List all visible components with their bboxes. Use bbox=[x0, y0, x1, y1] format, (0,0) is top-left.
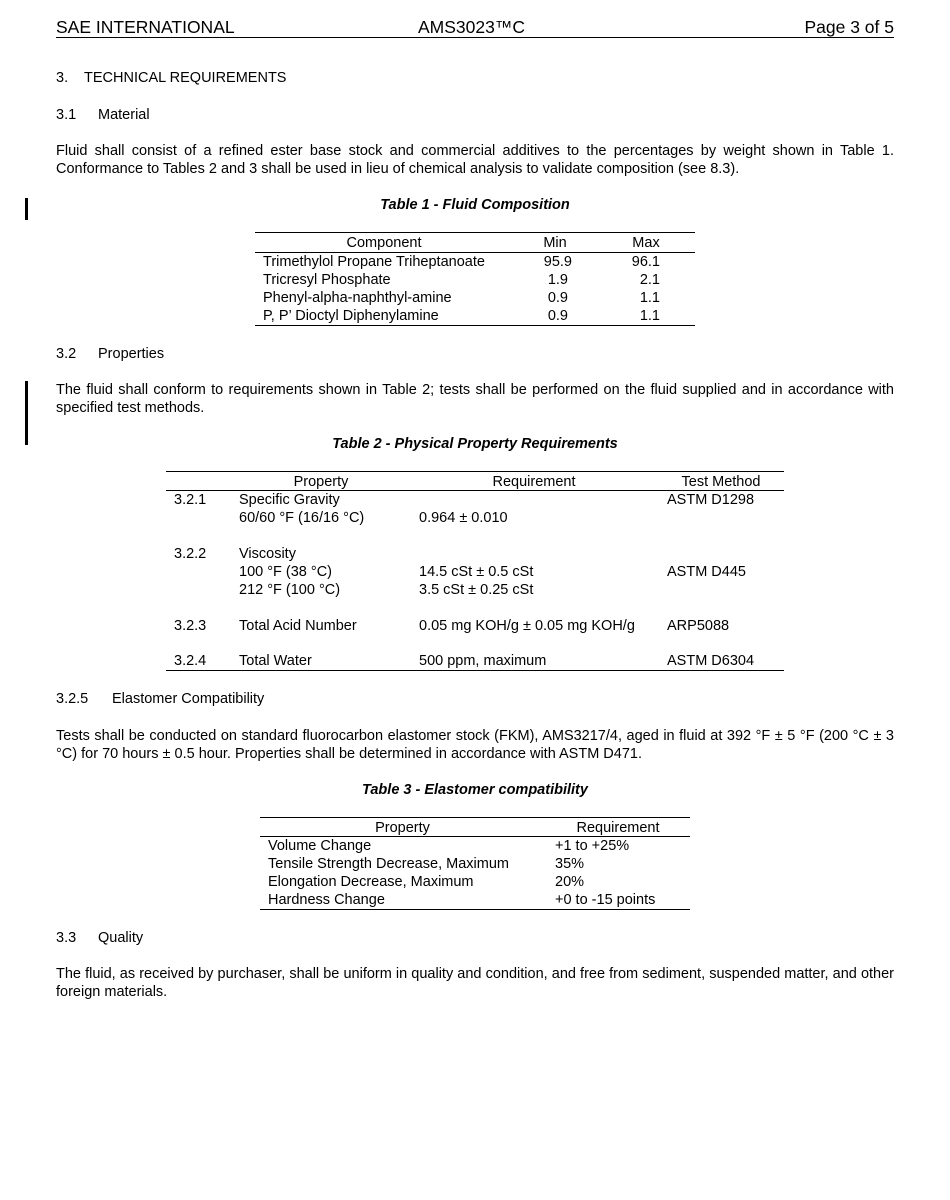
section-3-2-number: 3.2 bbox=[56, 346, 77, 362]
header-org: SAE INTERNATIONAL bbox=[56, 17, 235, 37]
table-2-condition: 100 °F (38 °C) bbox=[239, 564, 332, 580]
table-1-cell: Tricresyl Phosphate bbox=[263, 272, 391, 288]
header-page-number: Page 3 of 5 bbox=[804, 17, 894, 37]
table-1-cell: Phenyl-alpha-naphthyl-amine bbox=[263, 290, 452, 306]
table-2-row-number: 3.2.1 bbox=[174, 492, 207, 508]
table-2-condition: 212 °F (100 °C) bbox=[239, 582, 341, 598]
section-3-3-number: 3.3 bbox=[56, 930, 77, 946]
table-3-header-property: Property bbox=[375, 820, 430, 836]
table-1-cell: 1.9 bbox=[547, 272, 568, 288]
table-1 bbox=[255, 232, 695, 326]
table-1-cell: 96.1 bbox=[631, 254, 660, 270]
table-3-cell: Volume Change bbox=[268, 838, 372, 854]
table-2-condition: 60/60 °F (16/16 °C) bbox=[239, 510, 365, 526]
table-2-requirement: 14.5 cSt ± 0.5 cSt bbox=[419, 564, 534, 580]
page-header bbox=[56, 17, 894, 38]
table-2-requirement: 3.5 cSt ± 0.25 cSt bbox=[419, 582, 534, 598]
table-1-cell: P, P’ Dioctyl Diphenylamine bbox=[263, 308, 439, 324]
section-3-1-number: 3.1 bbox=[56, 107, 77, 123]
table-2-test-method: ASTM D1298 bbox=[667, 492, 755, 508]
table-1-cell: 2.1 bbox=[639, 272, 660, 288]
table-1-cell: 95.9 bbox=[543, 254, 572, 270]
table-3-cell: Elongation Decrease, Maximum bbox=[268, 874, 474, 890]
table-rule bbox=[166, 471, 784, 472]
table-2-row-number: 3.2.2 bbox=[174, 546, 207, 562]
section-3-2-title: Properties bbox=[98, 346, 165, 362]
table-3-cell: 20% bbox=[555, 874, 585, 890]
table-2-header-test-method: Test Method bbox=[681, 474, 761, 490]
section-3-2-paragraph: The fluid shall conform to requirements shown in Table 2; tests shall be performed on the fluid supplied and in accordance with specified test methods. bbox=[56, 382, 894, 416]
table-3-header-requirement: Requirement bbox=[576, 820, 660, 836]
table-1-header-max: Max bbox=[632, 235, 660, 251]
table-3-cell: +1 to +25% bbox=[555, 838, 630, 854]
table-2-test-method: ASTM D445 bbox=[667, 564, 746, 580]
table-1-cell: Trimethylol Propane Triheptanoate bbox=[263, 254, 485, 270]
section-3-number: 3. bbox=[56, 70, 69, 86]
table-2-requirement: 500 ppm, maximum bbox=[419, 653, 547, 669]
table-3 bbox=[260, 817, 690, 911]
section-3-title: TECHNICAL REQUIREMENTS bbox=[84, 70, 287, 86]
table-2-row-number: 3.2.3 bbox=[174, 618, 207, 634]
table-3-cell: 35% bbox=[555, 856, 585, 872]
table-rule bbox=[255, 325, 695, 326]
table-2-test-method: ASTM D6304 bbox=[667, 653, 755, 669]
table-rule bbox=[166, 670, 784, 671]
table-3-caption: Table 3 - Elastomer compatibility bbox=[362, 782, 588, 798]
table-2-requirement: 0.05 mg KOH/g ± 0.05 mg KOH/g bbox=[419, 618, 635, 634]
table-2-property: Total Water bbox=[239, 653, 312, 669]
table-2-test-method: ARP5088 bbox=[667, 618, 730, 634]
table-1-cell: 1.1 bbox=[639, 308, 660, 324]
table-1-caption: Table 1 - Fluid Composition bbox=[380, 197, 570, 213]
table-2 bbox=[166, 471, 784, 671]
table-3-cell: Tensile Strength Decrease, Maximum bbox=[268, 856, 509, 872]
table-1-header-min: Min bbox=[543, 235, 567, 251]
table-1-cell: 0.9 bbox=[547, 290, 568, 306]
section-3-3-paragraph: The fluid, as received by purchaser, shall be uniform in quality and condition, and free from sediment, suspended matter, and other foreign materials. bbox=[56, 966, 894, 1000]
table-3-cell: +0 to -15 points bbox=[555, 892, 656, 908]
table-2-property: Total Acid Number bbox=[239, 618, 357, 634]
table-2-property: Specific Gravity bbox=[239, 492, 340, 508]
table-rule bbox=[255, 232, 695, 233]
table-2-property: Viscosity bbox=[239, 546, 296, 562]
table-3-cell: Hardness Change bbox=[268, 892, 385, 908]
section-3-2-5-paragraph: Tests shall be conducted on standard fluorocarbon elastomer stock (FKM), AMS3217/4, aged in fluid at 392 °F ± 5 °F (200 °C ± 3 °C) for 70 hours ± 0.5 hour. Properties shall be determined in accordance with ASTM D471. bbox=[56, 728, 894, 762]
table-2-caption: Table 2 - Physical Property Requirements bbox=[332, 436, 618, 452]
section-3-1-title: Material bbox=[98, 107, 150, 123]
section-3-2-5-title: Elastomer Compatibility bbox=[112, 691, 265, 707]
table-2-header-requirement: Requirement bbox=[492, 474, 576, 490]
table-1-cell: 0.9 bbox=[547, 308, 568, 324]
table-rule bbox=[260, 817, 690, 818]
table-1-header-component: Component bbox=[346, 235, 422, 251]
table-2-header-property: Property bbox=[293, 474, 349, 490]
table-rule bbox=[260, 909, 690, 910]
section-3-3-title: Quality bbox=[98, 930, 144, 946]
section-3-2-5-number: 3.2.5 bbox=[56, 691, 89, 707]
section-3-1-paragraph: Fluid shall consist of a refined ester base stock and commercial additives to the percentages by weight shown in Table 1. Conformance to Tables 2 and 3 shall be used in lieu of chemical analysis to validate composition (see 8.3). bbox=[56, 143, 894, 177]
table-2-row-number: 3.2.4 bbox=[174, 653, 207, 669]
table-1-cell: 1.1 bbox=[639, 290, 660, 306]
table-2-requirement: 0.964 ± 0.010 bbox=[419, 510, 508, 526]
header-doc-id: AMS3023™C bbox=[418, 17, 525, 37]
